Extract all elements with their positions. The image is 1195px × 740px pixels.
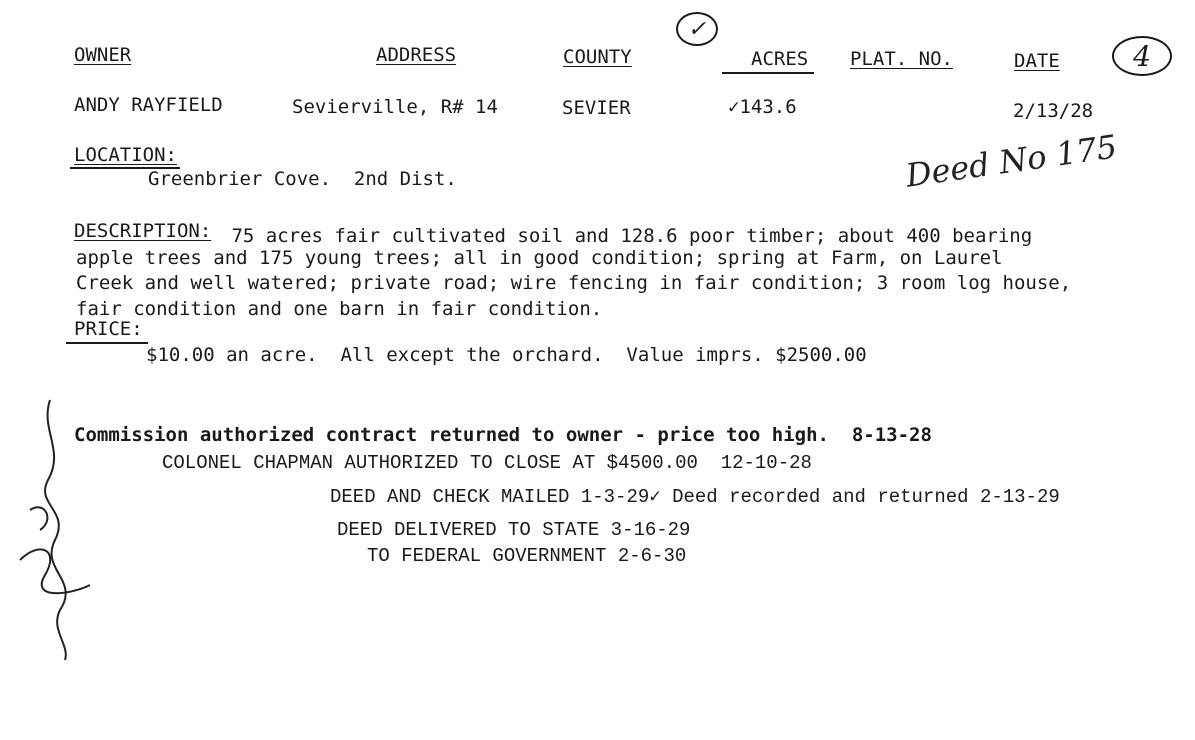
description-line-4: fair condition and one barn in fair condition. — [76, 298, 603, 320]
handwritten-signature — [10, 390, 100, 670]
circled-check-mark — [676, 12, 718, 46]
price-label-underline — [66, 342, 148, 344]
date-value: 2/13/28 — [1013, 100, 1094, 122]
margin-note-handwritten — [0, 548, 1, 680]
description-line-3: Creek and well watered; private road; wire fencing in fair condition; 3 room log house, — [76, 272, 1072, 294]
owner-value: ANDY RAYFIELD — [74, 94, 223, 116]
deed-number-handwritten: Deed No 175 — [903, 127, 1120, 195]
county-header: COUNTY — [563, 46, 632, 68]
price-label: PRICE: — [74, 318, 143, 340]
note-commission: Commission authorized contract returned to owner - price too high. 8-13-28 — [74, 424, 932, 446]
note-deed-delivered: DEED DELIVERED TO STATE 3-16-29 — [337, 519, 691, 541]
date-header: DATE — [1014, 50, 1060, 72]
note-deed-mailed: DEED AND CHECK MAILED 1-3-29✓ Deed recorded and returned 2-13-29 — [330, 486, 1060, 508]
owner-header: OWNER — [74, 44, 132, 66]
note-chapman: COLONEL CHAPMAN AUTHORIZED TO CLOSE AT $4500.00 12-10-28 — [162, 452, 812, 474]
circled-check-glyph: ✓ — [687, 16, 707, 42]
note-federal: TO FEDERAL GOVERNMENT 2-6-30 — [367, 545, 687, 567]
circled-page-number-text: 4 — [1133, 39, 1151, 73]
description-line-1: 75 acres fair cultivated soil and 128.6 poor timber; about 400 bearing — [220, 225, 1033, 247]
price-text: $10.00 an acre. All except the orchard. Value imprs. $2500.00 — [146, 344, 867, 366]
location-text: Greenbrier Cove. 2nd Dist. — [148, 168, 457, 190]
acres-header: ACRES — [751, 48, 809, 70]
location-label: LOCATION: — [74, 144, 177, 166]
plat-no-header: PLAT. NO. — [850, 48, 953, 70]
county-value: SEVIER — [562, 97, 631, 119]
acres-header-underline — [722, 72, 814, 74]
circled-page-number — [1112, 36, 1172, 76]
description-line-2: apple trees and 175 young trees; all in good condition; spring at Farm, on Laurel — [76, 247, 1003, 269]
address-value: Sevierville, R# 14 — [292, 96, 498, 118]
description-label: DESCRIPTION: — [74, 220, 212, 242]
acres-value: ✓143.6 — [728, 96, 797, 118]
address-header: ADDRESS — [376, 44, 457, 66]
